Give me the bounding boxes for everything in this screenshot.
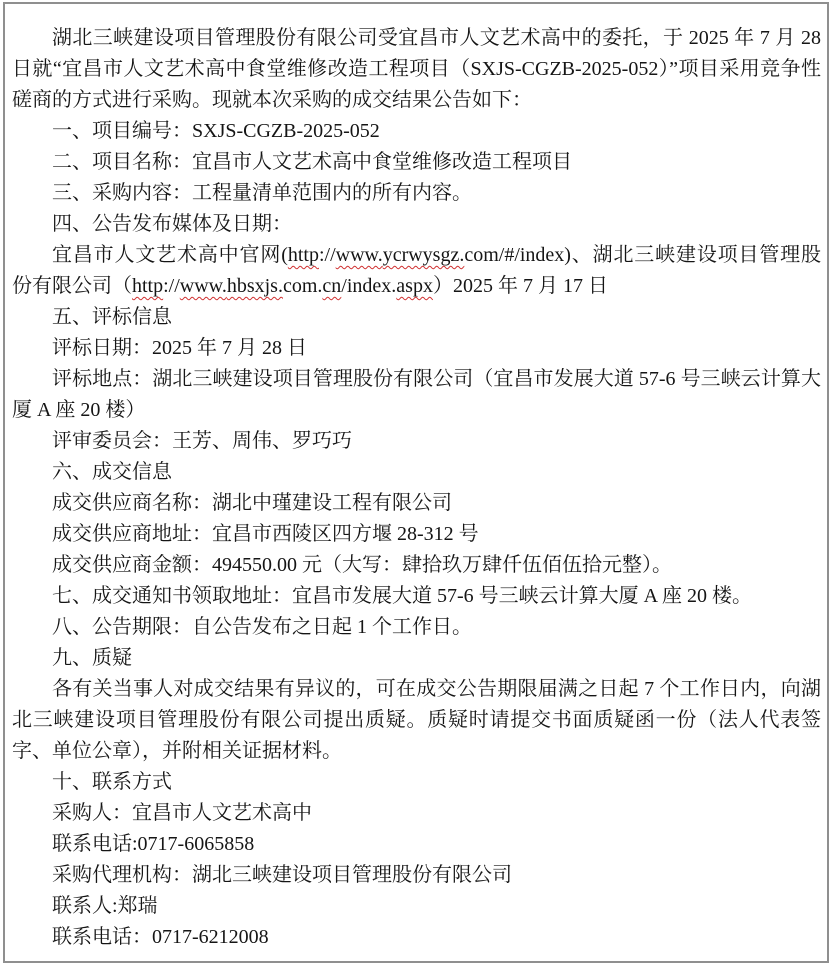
item-contact-heading: 十、联系方式: [52, 771, 172, 793]
para-purchaser-phone: 联系电话:0717-6065858: [52, 833, 255, 855]
para-supplier-name: 成交供应商名称：湖北中瑾建设工程有限公司: [52, 492, 452, 514]
para-agency: 采购代理机构：湖北三峡建设项目管理股份有限公司: [52, 864, 512, 886]
para-agency-contact: 联系人:郑瑞: [52, 895, 158, 917]
url-segment-squiggled: ycrwysgz.: [382, 244, 465, 266]
url-segment-squiggled: http: [132, 275, 164, 297]
para-objection-body: 各有关当事人对成交结果有异议的，可在成交公告期限届满之日起 7 个工作日内，向湖北三峡建设项目管理股份有限公司提出质疑。质疑时请提交书面质疑函一份（法人代表签字、单位公章），并附相关证据材料。: [12, 678, 821, 762]
url-segment-squiggled: http: [287, 244, 319, 266]
url-segment-squiggled: www.: [335, 244, 383, 266]
para-eval-date: 评标日期：2025 年 7 月 28 日: [52, 337, 307, 359]
url-segment-squiggled: hbsxjs.: [226, 275, 283, 297]
item-media-heading: 四、公告发布媒体及日期：: [52, 213, 292, 235]
item-procurement-content: 三、采购内容：工程量清单范围内的所有内容。: [52, 182, 472, 204]
text-run: ://: [318, 244, 336, 266]
item-eval-heading: 五、评标信息: [52, 306, 172, 328]
para-supplier-amount: 成交供应商金额：494550.00 元（大写：肆拾玖万肆仟伍佰伍拾元整）。: [52, 554, 672, 576]
item-project-name: 二、项目名称：宜昌市人文艺术高中食堂维修改造工程项目: [52, 151, 572, 173]
text-run: ）2025 年 7 月 17 日: [432, 275, 608, 297]
url-segment-squiggled: cn: [322, 275, 342, 297]
text-run: com.: [282, 275, 323, 297]
para-eval-committee: 评审委员会：王芳、周伟、罗巧巧: [52, 430, 352, 452]
para-agency-phone: 联系电话：0717-6212008: [52, 926, 269, 948]
text-run: ://: [163, 275, 180, 297]
announcement-page: [3, 2, 829, 963]
text-run: 宜昌市人文艺术高中官网(: [52, 244, 288, 266]
item-announcement-period: 八、公告期限：自公告发布之日起 1 个工作日。: [52, 616, 472, 638]
para-media-urls: [12, 240, 821, 302]
item-objection-heading: 九、质疑: [52, 647, 132, 669]
text-run: com/#/index)、湖北三峡建设项目管理股份有限公司（: [12, 244, 821, 297]
item-project-no: 一、项目编号：SXJS-CGZB-2025-052: [52, 120, 380, 142]
para-purchaser: 采购人：宜昌市人文艺术高中: [52, 802, 312, 824]
text-run: /index.: [341, 275, 397, 297]
para-intro: 湖北三峡建设项目管理股份有限公司受宜昌市人文艺术高中的委托，于 2025 年 7 月 28 日就“宜昌市人文艺术高中食堂维修改造工程项目（SXJS-CGZB-2025-052）”项目采用竞争性磋商的方式进行采购。现就本次采购的成交结果公告如下：: [12, 27, 821, 111]
para-eval-place: 评标地点：湖北三峡建设项目管理股份有限公司（宜昌市发展大道 57-6 号三峡云计算大厦 A 座 20 楼）: [12, 368, 821, 421]
url-segment-squiggled: www.: [179, 275, 227, 297]
item-award-heading: 六、成交信息: [52, 461, 172, 483]
para-supplier-address: 成交供应商地址：宜昌市西陵区四方堰 28-312 号: [52, 523, 479, 545]
url-segment-squiggled: aspx: [396, 275, 433, 297]
item-notice-pickup: 七、成交通知书领取地址：宜昌市发展大道 57-6 号三峡云计算大厦 A 座 20 楼。: [52, 585, 752, 607]
